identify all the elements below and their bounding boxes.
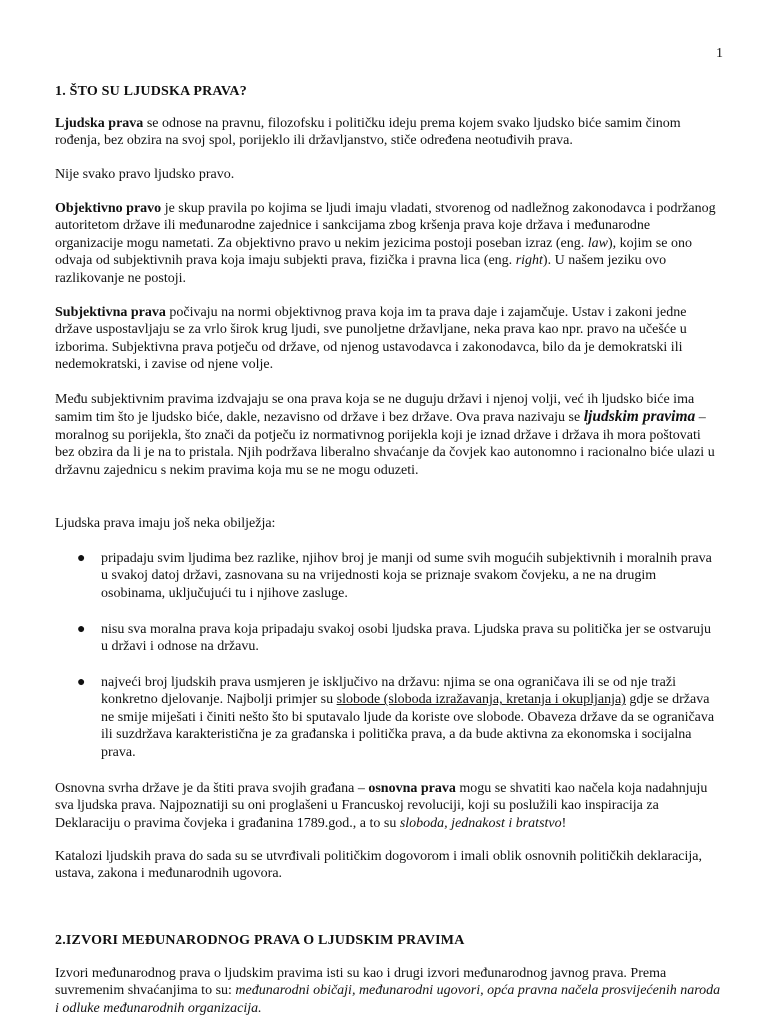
paragraph-text: Osnovna svrha države je da štiti prava svojih građana – — [55, 781, 369, 796]
paragraph-objektivno-pravo — [55, 200, 721, 287]
paragraph-nije-svako: Nije svako pravo ljudsko pravo. — [55, 167, 235, 182]
list-item-text-part: najveći broj ljudskih prava usmjeren je isključivo na državu: njima se ona ograničava ili se od nje traži konkretno djelovanje. Najbolji primjer su — [101, 675, 676, 708]
paragraph-text: – moralnog su porijekla, što znači da potječu iz normativnog porijekla koji je iznad države i država ih mora poštovati bez obzira da li je na to pristala. Njih podržava liberalno shvaćanje da čovjek kao autonomno i racionalno biće ulazi u državnu zajednicu s nekim pravima koja mu se ne mogu oduzeti. — [55, 410, 715, 478]
section-1-heading: 1. ŠTO SU LJUDSKA PRAVA? — [55, 84, 247, 99]
izvori-list-italic: međunarodni običaji, međunarodni ugovori, opća pravna načela prosvijećenih naroda i odluke međunarodnih organizacija. — [55, 983, 721, 1016]
paragraph-text: je skup pravila po kojima se ljudi imaju vladati, stvorenog od nadležnog zakonodavca i podržanog autoritetom države ili međunarodne zajednice i sankcijama zbog kršenja prava koje država i međunarodne organizacije mogu nametati. Za objektivno pravo u nekim jezicima postoji poseban izraz (eng. — [55, 201, 716, 251]
paragraph-katalozi: Katalozi ljudskih prava do sada su se utvrđivali političkim dogovorom i imali oblik osnovnih političkih deklaracija, ustava, zakona i međunarodnih ugovora. — [55, 849, 702, 882]
list-item-text: nisu sva moralna prava koja pripadaju svakoj osobi ljudska prava. Ljudska prava su politička jer se ostvaruju u državi i odnose na državu. — [101, 622, 712, 655]
bullet-icon: ● — [77, 675, 86, 690]
paragraph-osnovna-svrha — [55, 780, 721, 832]
paragraph-obiljezja: Ljudska prava imaju još neka obilježja: — [55, 516, 276, 531]
term-ljudska-prava: Ljudska prava — [55, 116, 144, 131]
bullet-icon: ● — [77, 622, 86, 637]
list-item — [55, 550, 721, 602]
paragraph-text: mogu se shvatiti kao načela koja nadahnjuju sva ljudska prava. Najpoznatiji su oni proglašeni u Francuskoj revoluciji, koji su poslužili kao inspiracija za Deklaraciju o pravima čovjeka i građanina 1789.god., a to su — [55, 781, 708, 831]
paragraph-subjektivna-prava — [55, 304, 721, 374]
term-osnovna-prava: osnovna prava — [368, 781, 456, 796]
term-ljudskim-pravima: ljudskim pravima — [583, 408, 696, 426]
term-right: right — [515, 253, 543, 269]
page-number: 1 — [716, 46, 723, 61]
bullet-icon: ● — [77, 551, 86, 566]
list-item-text: pripadaju svim ljudima bez razlike, njihov broj je manji od sume svih mogućih subjektivnih i moralnih prava u svakoj datoj državi, zasnovana su na vrijednosti koja se priznaje svakom čovjeku, a ne na drugim osobinama, uključujući tu i njihove zasluge. — [101, 551, 712, 601]
paragraph-izvori — [55, 965, 721, 1017]
section-2-heading: 2.IZVORI MEĐUNARODNOG PRAVA O LJUDSKIM PRAVIMA — [55, 933, 465, 948]
sloboda-jednakost-bratstvo: sloboda, jednakost i bratstvo — [399, 815, 562, 831]
paragraph-text: se odnose na pravnu, filozofsku i političku ideju prema kojem svako ljudsko biće samim činom rođenja, bez obzira na svoj spol, porijeklo ili državljanstvo, stiče određena neotuđivih prava. — [55, 116, 681, 149]
slobode-underlined: slobode (sloboda izražavanja, kretanja i okupljanja) — [336, 692, 626, 708]
paragraph-text: ). U našem jeziku ovo razlikovanje ne postoji. — [55, 253, 667, 286]
list-item — [55, 674, 721, 761]
paragraph-ljudskim-pravima — [55, 391, 721, 479]
paragraph-text: ! — [561, 815, 567, 831]
paragraph-text: ), kojim se ono odvaja od subjektivnih prava koja imaju subjekti prava, fizička i pravna lica (eng. — [55, 235, 692, 269]
paragraph-text: Među subjektivnim pravima izdvajaju se ona prava koja se ne duguju državi i njenoj volji, već ih ljudsko biće ima samim tim što je ljudsko biće, dakle, nezavisno od države i bez države. Ova prava nazivaju se — [55, 392, 695, 426]
list-item-text — [101, 674, 721, 761]
term-objektivno-pravo: Objektivno pravo — [55, 201, 162, 216]
term-subjektivna-prava: Subjektivna prava — [55, 305, 166, 320]
term-law: law — [587, 235, 608, 251]
paragraph-text: počivaju na normi objektivnog prava koja im ta prava daje i zajamčuje. Ustav i zakoni jedne države uspostavljaju se za vrlo širok krug ljudi, sve punoljetne državljane, neka prava kao npr. pravo na učešće u izborima. Subjektivna prava potječu od države, od njenog ustavodavca i zakonodavca, bilo da je demokratski ili nedemokratski, i zavise od njene volje. — [55, 305, 687, 373]
paragraph-ljudska-prava — [55, 115, 721, 150]
paragraph-text: Izvori međunarodnog prava o ljudskim pravima isti su kao i drugi izvori međunarodnog javnog prava. Prema suvremenim shvaćanjima to su: — [55, 966, 667, 999]
list-item-text-part: gdje se država ne smije miješati i činiti nešto što bi sputavalo ljude da koriste ove slobode. Obaveza države da se ograničava ili suzdržava karakteristična je za građanska i politička prava, a da bude aktivna za ekonomska i socijalna prava. — [101, 692, 715, 760]
list-item — [55, 621, 721, 656]
